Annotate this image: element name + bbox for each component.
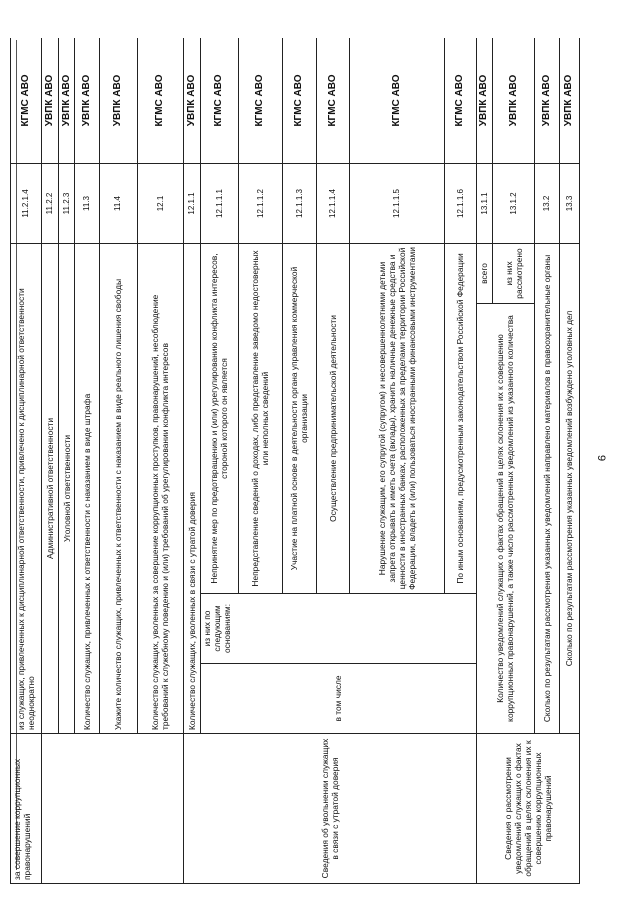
section-title: Сведения о рассмотрении уведомлений служащих о фактах обращений в целях склонения их к совершению коррупционных правонарушений <box>476 734 579 884</box>
row-label: Непринятие мер по предотвращению и (или) урегулированию конфликта интересов, стороной которого он является <box>200 244 238 594</box>
row-number: 13.2 <box>535 164 559 244</box>
row-number: 11.2.2 <box>42 164 59 244</box>
row-label: По иным основаниям, предусмотренным законодательством Российской Федерации <box>445 244 476 594</box>
table-row <box>11 38 42 884</box>
rotated-table <box>10 38 580 884</box>
report-table <box>10 38 580 884</box>
section-title: Сведения об увольнении служащих в связи с утратой доверия <box>184 734 476 884</box>
org-cell: УВПК АВО <box>75 38 99 164</box>
rotated-table-frame <box>10 38 580 884</box>
row-number: 12.1.1.2 <box>238 164 282 244</box>
row-number: 11.2.3 <box>58 164 75 244</box>
table-row <box>184 38 201 884</box>
row-label: Количество служащих, уволенных за совершение коррупционных проступков, правонарушений, несоблюдение требований к служебному поведению и (или) требований об урегулировании конфликта интересов <box>137 244 184 734</box>
org-cell: КГМС АВО <box>137 38 184 164</box>
row-number: 12.1 <box>137 164 184 244</box>
row-label: Сколько по результатам рассмотрения указанных уведомлений возбуждено уголовных дел <box>559 244 579 734</box>
row-number: 12.1.1 <box>184 164 201 244</box>
table-row <box>476 38 493 884</box>
row-number: 12.1.1.1 <box>200 164 238 244</box>
org-cell: КГМС АВО <box>349 38 445 164</box>
org-cell: КГМС АВО <box>200 38 238 164</box>
row-label: Участие на платной основе в деятельности органа управления коммерческой организации <box>283 244 316 594</box>
row-label: Сколько по результатам рассмотрения указанных уведомлений направлено материалов в правоохранительные органы <box>535 244 559 734</box>
org-cell: УВПК АВО <box>184 38 201 164</box>
org-cell: КГМС АВО <box>316 38 349 164</box>
row-label: Уголовной ответственности <box>58 244 75 734</box>
row-label: Количество служащих, привлеченных к ответственности с наказанием в виде штрафа <box>75 244 99 734</box>
row-number: 12.1.1.5 <box>349 164 445 244</box>
row-number: 11.4 <box>99 164 137 244</box>
org-cell: УВПК АВО <box>58 38 75 164</box>
page-number: 9 <box>595 454 608 462</box>
row-number: 11.3 <box>75 164 99 244</box>
row-number: 12.1.1.3 <box>283 164 316 244</box>
row-label: Количество уведомлений служащих о фактах обращений в целях склонения их к совершению коррупционных правонарушений, а также число рассмотренных уведомлений из указанного количества <box>476 304 535 734</box>
org-cell: УВПК АВО <box>476 38 493 164</box>
row-label: Административной ответственности <box>42 244 59 734</box>
row-label: Укажите количество служащих, привлеченных к ответственности с наказанием в виде реального лишения свободы <box>99 244 137 734</box>
row-number: 11.2.1.4 <box>11 164 42 244</box>
incl-label: в том числе <box>200 664 476 734</box>
row-sublabel: всего <box>476 244 493 304</box>
org-cell: УВПК АВО <box>493 38 535 164</box>
row-label: Непредставление сведений о доходах, либо представление заведомо недостоверных или неполных сведений <box>238 244 282 594</box>
row-label: из служащих, привлеченных к дисциплинарной ответственности, привлечено к дисциплинарной ответственности неоднократно <box>11 244 42 734</box>
row-label: Нарушение служащим, его супругой (супругом) и несовершеннолетними детьми запрета открывать и иметь счета (вклады), хранить наличные денежные средства и ценности в иностранных банках, расположенных за пределами территории Российской Федерации, владеть и (или) пользоваться иностранными финансовыми инструментами <box>349 244 445 594</box>
row-number: 13.1.2 <box>493 164 535 244</box>
section-title: за совершение коррупционных правонарушений <box>11 734 42 884</box>
row-sublabel: из них рассмотрено <box>493 244 535 304</box>
org-cell: УВПК АВО <box>42 38 59 164</box>
row-number: 12.1.1.6 <box>445 164 476 244</box>
row-label: Осуществление предпринимательской деятельности <box>316 244 349 594</box>
incl-basis-label: из них по следующим основаниям: <box>200 594 476 664</box>
org-cell: КГМС АВО <box>445 38 476 164</box>
table-row <box>42 38 59 884</box>
row-number: 12.1.1.4 <box>316 164 349 244</box>
org-cell: КГМС АВО <box>11 38 42 164</box>
org-cell: УВПК АВО <box>99 38 137 164</box>
org-cell: УВПК АВО <box>559 38 579 164</box>
row-label: Количество служащих, уволенных в связи с утратой доверия <box>184 244 201 734</box>
row-number: 13.3 <box>559 164 579 244</box>
org-cell: КГМС АВО <box>283 38 316 164</box>
row-number: 13.1.1 <box>476 164 493 244</box>
org-cell: УВПК АВО <box>535 38 559 164</box>
org-cell: КГМС АВО <box>238 38 282 164</box>
